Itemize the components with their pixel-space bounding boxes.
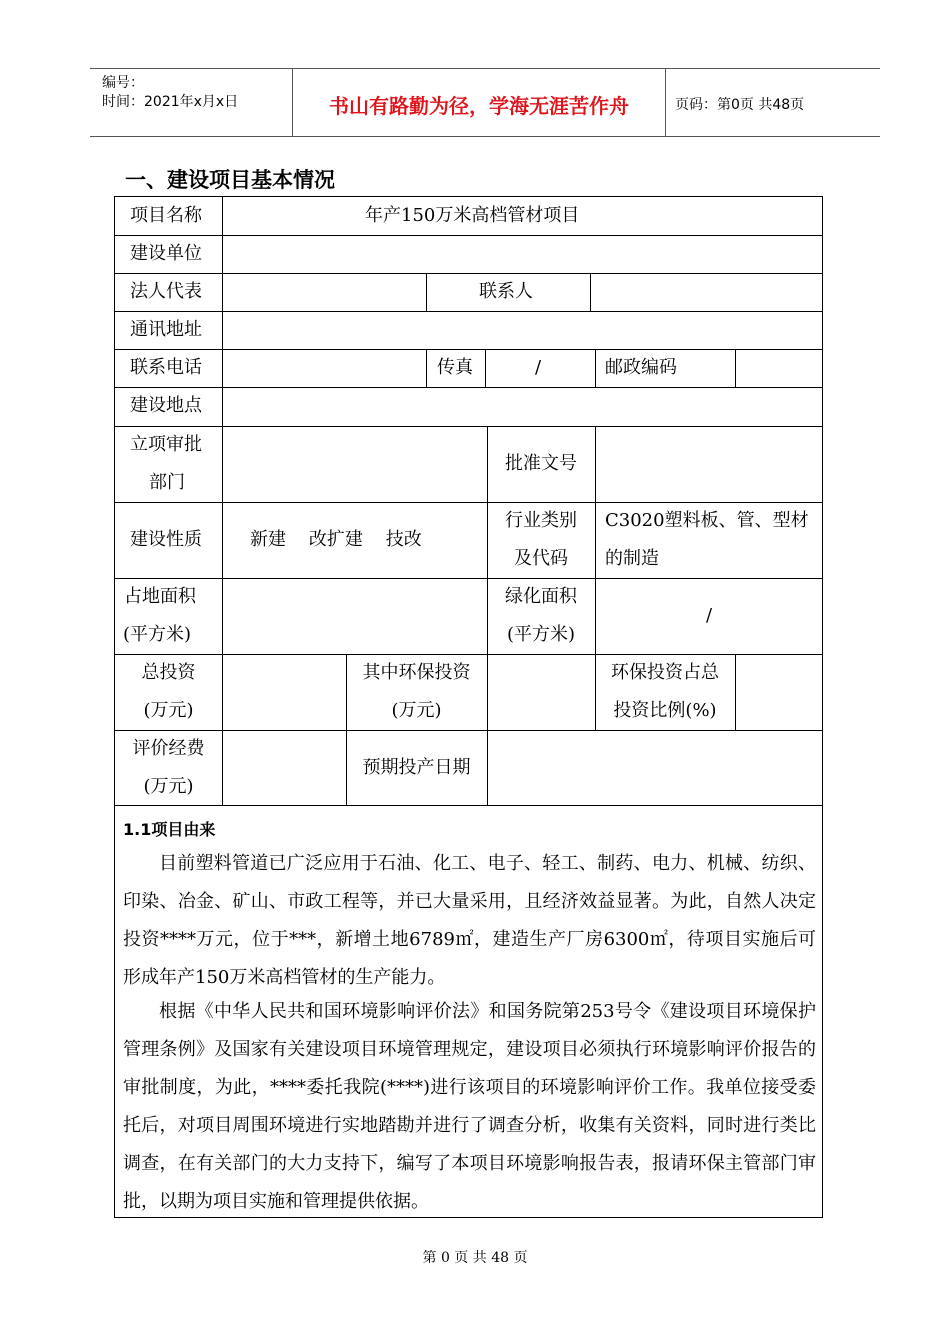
nature-options: 新建 改扩建 技改 bbox=[250, 529, 422, 550]
eval-fee-label: (万元) bbox=[143, 776, 194, 797]
page-header bbox=[90, 68, 880, 137]
env-invest-label: (万元) bbox=[391, 700, 442, 721]
column-line bbox=[426, 349, 427, 387]
page-footer: 第 0 页 共 48 页 bbox=[422, 1250, 528, 1266]
green-label: 绿化面积 bbox=[505, 586, 577, 607]
origin-paragraph-1: 目前塑料管道已广泛应用于石油、化工、电子、轻工、制药、电力、机械、纺织、印染、冶金、矿山、市政工程等，并已大量采用，且经济效益显著。为此，自然人决定投资****万元，位于***，新增土地6789㎡，建造生产厂房6300㎡，待项目实施后可形成年产150万米高档管材的生产能力。 bbox=[123, 853, 816, 988]
document-time: 时间：2021年x月x日 bbox=[102, 94, 239, 110]
phone-label: 联系电话 bbox=[130, 357, 202, 378]
project-info-table bbox=[114, 196, 823, 1218]
builder-label: 建设单位 bbox=[130, 243, 202, 264]
header-page-info: 页码：第0页 共48页 bbox=[675, 97, 805, 113]
invest-label: 总投资 bbox=[141, 662, 196, 683]
column-line bbox=[487, 654, 488, 805]
industry-label: 及代码 bbox=[514, 548, 568, 569]
area-label: (平方米) bbox=[123, 624, 192, 645]
green-value: / bbox=[706, 605, 713, 626]
site-label: 建设地点 bbox=[130, 395, 202, 416]
origin-paragraph-2: 根据《中华人民共和国环境影响评价法》和国务院第253号令《建设项目环境保护管理条例》及国家有关建设项目环境管理规定，建设项目必须执行环境影响评价报告的审批制度，为此，****委托我院(****)进行该项目的环境影响评价工作。我单位接受委托后，对项目周围环境进行实地踏勘并进行了调查分析，收集有关资料，同时进行类比调查，在有关部门的大力支持下，编写了本项目环境影响报告表，报请环保主管部门审批，以期为项目实施和管理提供依据。 bbox=[123, 1001, 816, 1212]
document-number: 编号： bbox=[102, 75, 144, 91]
column-line bbox=[487, 426, 488, 654]
prod-date-label: 预期投产日期 bbox=[362, 757, 471, 778]
column-line bbox=[595, 349, 596, 387]
column-line bbox=[222, 197, 223, 805]
section-title: 一、建设项目基本情况 bbox=[125, 168, 335, 192]
industry-label: 行业类别 bbox=[505, 510, 577, 531]
env-invest-label: 其中环保投资 bbox=[362, 662, 471, 683]
header-motto: 书山有路勤为径，学海无涯苦作舟 bbox=[329, 94, 629, 118]
industry-value: C3020塑料板、管、型材 bbox=[605, 510, 809, 531]
industry-value: 的制造 bbox=[605, 548, 659, 569]
approval-dept-label: 部门 bbox=[149, 472, 185, 493]
project-name-label: 项目名称 bbox=[130, 205, 202, 226]
env-ratio-label: 投资比例(%) bbox=[613, 700, 717, 721]
area-label: 占地面积 bbox=[124, 586, 196, 607]
eval-fee-label: 评价经费 bbox=[132, 738, 205, 759]
postcode-label: 邮政编码 bbox=[605, 357, 677, 378]
fax-label: 传真 bbox=[437, 357, 473, 378]
column-line bbox=[590, 273, 591, 311]
header-divider bbox=[665, 69, 666, 136]
contact-label: 联系人 bbox=[479, 281, 533, 302]
origin-heading: 1.1项目由来 bbox=[123, 820, 216, 839]
approval-no-label: 批准文号 bbox=[505, 453, 577, 474]
project-name-value: 年产150万米高档管材项目 bbox=[365, 205, 580, 226]
column-line bbox=[485, 349, 486, 387]
fax-value: / bbox=[535, 357, 542, 378]
column-line bbox=[595, 426, 596, 654]
column-line bbox=[735, 349, 736, 387]
green-label: (平方米) bbox=[507, 624, 576, 645]
env-ratio-label: 环保投资占总 bbox=[611, 662, 719, 683]
column-line bbox=[426, 273, 427, 311]
column-line bbox=[735, 654, 736, 730]
legal-rep-label: 法人代表 bbox=[130, 281, 202, 302]
invest-label: (万元) bbox=[143, 700, 194, 721]
nature-label: 建设性质 bbox=[130, 529, 202, 550]
address-label: 通讯地址 bbox=[130, 319, 202, 340]
approval-dept-label: 立项审批 bbox=[130, 434, 202, 455]
